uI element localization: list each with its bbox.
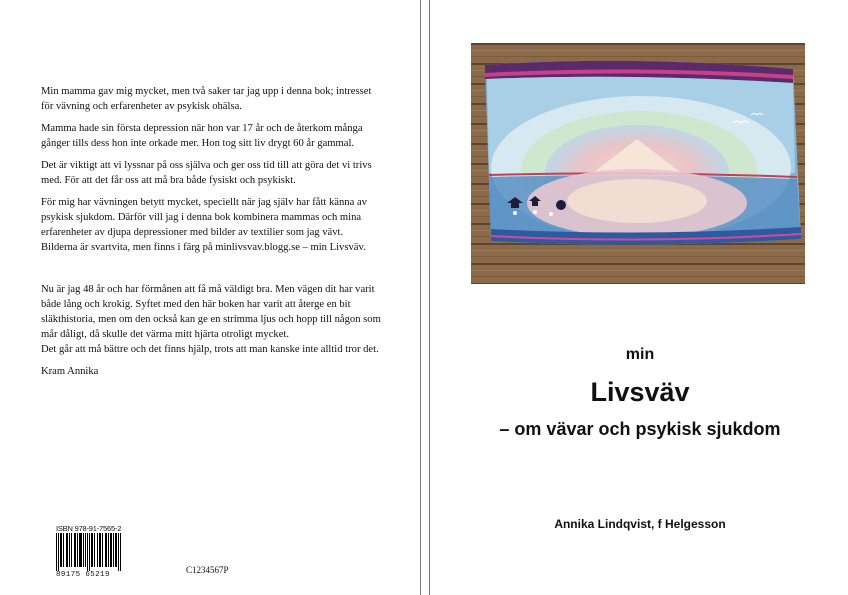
barcode-digits: 89175 65219	[56, 571, 110, 579]
spine-right-edge	[429, 0, 430, 595]
back-paragraph: För mig har vävningen betytt mycket, speciellt när jag själv har fått känna av psykisk sjukdom. Därför vill jag i denna bok kombinera mammas och mina erfarenheter av djupa depressioner med bilder av textilier som jag vävt. Bilderna är svartvita, men finns i färg på minlivsvav.blogg.se – min Livsväv.	[41, 197, 367, 253]
isbn-barcode	[56, 524, 122, 579]
back-closing-text: Nu är jag 48 år och har förmånen att få må väldigt bra. Men vägen dit har varit både lång och krokig. Syftet med den här boken har varit att återge en bit släkthistoria, men om den också kan ge en strimma ljus och hopp till någon som mår dåligt, då skulle det värma mitt hjärta otroligt mycket.	[41, 284, 381, 340]
isbn-number: ISBN 978-91-7565-2	[56, 524, 122, 533]
barcode-bars	[56, 533, 122, 571]
back-paragraph: Mamma hade sin första depression när hon var 17 år och de återkom många gånger tills dess hon inte orkade mer. Hon tog sitt liv drygt 60 år gammal.	[41, 123, 363, 149]
spine-left-edge	[420, 0, 421, 595]
back-closing-text-2: Det går att må bättre och det finns hjälp, trots att man kanske inte alltid tror det.	[41, 344, 379, 355]
book-title: Livsväv	[590, 377, 690, 407]
back-cover-text	[41, 84, 381, 386]
cover-photo-weaving	[471, 43, 805, 284]
back-paragraph: Min mamma gav mig mycket, men två saker tar jag upp i denna bok; intresset för vävning och erfarenheter av psykisk ohälsa.	[41, 86, 372, 112]
book-subtitle: – om vävar och psykisk sjukdom	[499, 419, 781, 439]
back-closing	[41, 282, 381, 357]
author-name: Annika Lindqvist, f Helgesson	[554, 517, 726, 531]
back-signoff: Kram Annika	[41, 366, 99, 377]
pre-title: min	[625, 346, 655, 363]
back-paragraph: Det är viktigt att vi lyssnar på oss själva och ger oss tid till att göra det vi trivs med. För att det får oss att må bra både fysiskt och psykiskt.	[41, 160, 372, 186]
product-code: C1234567P	[186, 565, 229, 575]
